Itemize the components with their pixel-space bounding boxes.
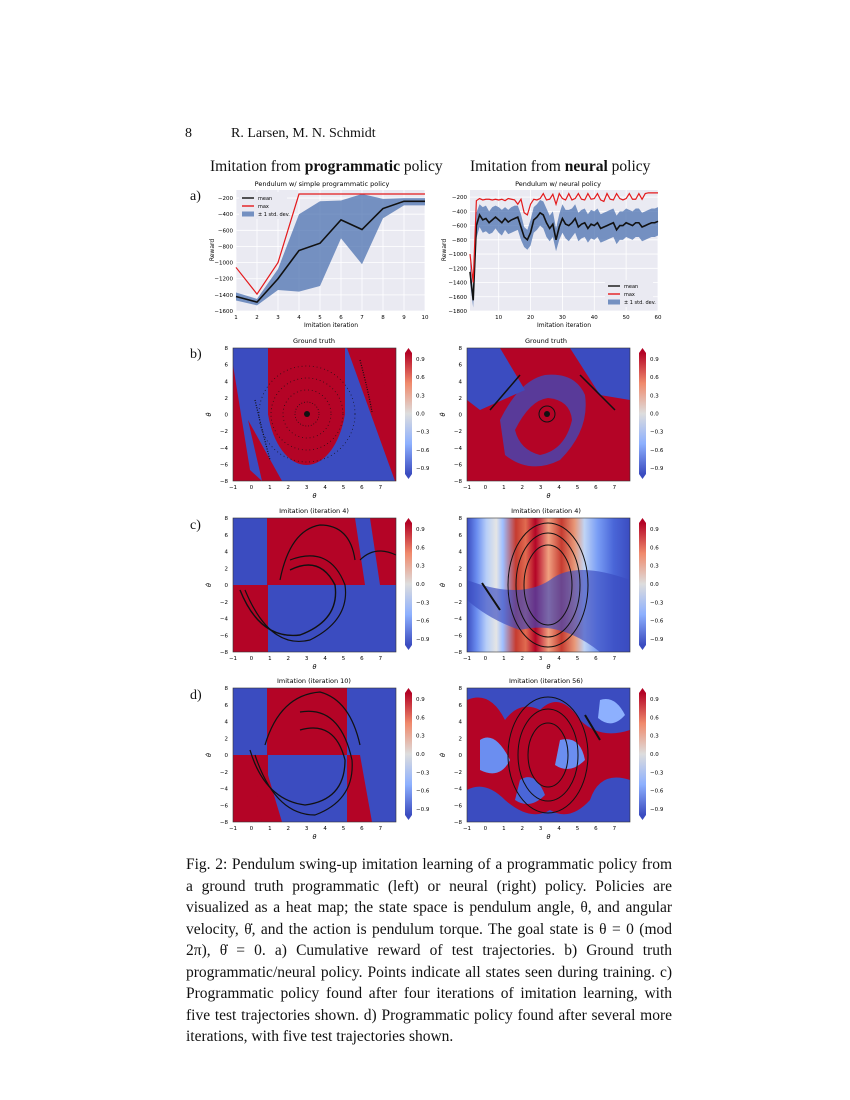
y-tick-label: −8 xyxy=(453,650,462,656)
y-tick-label: −200 xyxy=(217,196,233,203)
colorbar-tick-label: −0.9 xyxy=(650,636,664,643)
y-axis-label: θ̇ xyxy=(439,412,447,417)
caption-label: Fig. 2: xyxy=(186,856,228,873)
colorbar-gradient xyxy=(639,353,646,474)
y-tick-label: −1400 xyxy=(448,280,467,287)
y-tick-label: −6 xyxy=(219,803,228,810)
colorbar-tick-label: 0.6 xyxy=(650,545,659,552)
y-axis-label: θ̇ xyxy=(205,412,213,417)
x-tick-label: 4 xyxy=(323,485,327,491)
x-tick-label: 2 xyxy=(286,826,291,832)
colorbar-tick-label: −0.3 xyxy=(650,770,664,777)
y-tick-label: 4 xyxy=(458,549,462,556)
colorbar-gradient xyxy=(405,523,412,645)
x-tick-label: 6 xyxy=(360,656,364,662)
colorbar xyxy=(639,348,664,479)
colorbar-tick-label: −0.3 xyxy=(650,600,664,607)
colorbar-tick-label: −0.6 xyxy=(416,788,430,795)
x-tick-label: 7 xyxy=(378,485,383,491)
y-tick-label: 6 xyxy=(458,702,462,709)
page-number: 8 xyxy=(185,126,192,141)
y-tick-label: −6 xyxy=(453,633,462,640)
colorbar xyxy=(639,688,664,820)
y-tick-label: 0 xyxy=(224,583,228,589)
x-tick-label: 5 xyxy=(341,485,346,491)
y-tick-label: 2 xyxy=(224,395,228,402)
x-tick-label: 6 xyxy=(360,485,364,491)
y-tick-label: 6 xyxy=(224,532,228,539)
colorbar-tick-label: 0.9 xyxy=(416,357,425,364)
colorbar-tick-label: 0.0 xyxy=(650,582,659,588)
x-tick-label: 6 xyxy=(360,826,364,832)
x-tick-label: 0 xyxy=(483,485,488,491)
y-tick-label: −400 xyxy=(217,212,233,219)
heatmap-ground-truth-programmatic xyxy=(233,337,396,481)
x-tick-label: 0 xyxy=(249,656,254,662)
colorbar-arrow-bottom xyxy=(639,474,646,479)
colorbar-tick-label: 0.3 xyxy=(650,733,659,740)
y-tick-label: 0 xyxy=(458,753,462,759)
chart-title: Pendulum w/ simple programmatic policy xyxy=(254,180,390,188)
y-tick-label: −600 xyxy=(451,223,467,230)
heatmap-title: Imitation (iteration 4) xyxy=(511,507,581,515)
x-tick-label: 7 xyxy=(360,315,364,321)
y-tick-label: 8 xyxy=(224,346,228,352)
x-tick-label: 4 xyxy=(323,826,327,832)
x-axis-label: Imitation iteration xyxy=(303,322,359,329)
row-label-c: c) xyxy=(190,518,201,533)
colorbar xyxy=(405,688,430,820)
y-tick-label: −4 xyxy=(453,445,462,452)
colorbar-tick-label: 0.6 xyxy=(650,715,659,722)
colorbar-tick-label: −0.3 xyxy=(416,429,430,436)
colorbar-arrow-top xyxy=(405,518,412,523)
legend-label: mean xyxy=(258,196,273,202)
colorbar-tick-label: 0.3 xyxy=(416,393,425,400)
x-tick-label: 4 xyxy=(557,826,561,832)
x-tick-label: 1 xyxy=(502,485,506,491)
x-tick-label: 4 xyxy=(557,656,561,662)
x-tick-label: 5 xyxy=(575,656,580,662)
y-tick-label: −1800 xyxy=(448,309,467,315)
colorbar-gradient xyxy=(639,693,646,815)
colorbar-tick-label: 0.3 xyxy=(650,393,659,400)
colorbar-arrow-bottom xyxy=(639,815,646,820)
colorbar-arrow-top xyxy=(405,348,412,353)
colorbar xyxy=(639,518,664,650)
x-axis-label: θ xyxy=(546,663,551,671)
x-tick-label: 3 xyxy=(276,315,280,321)
x-axis-label: θ xyxy=(312,833,317,841)
y-tick-label: −6 xyxy=(219,462,228,469)
colorbar-tick-label: 0.6 xyxy=(416,375,425,382)
colorbar-gradient xyxy=(405,353,412,474)
y-tick-label: −1200 xyxy=(214,276,233,283)
x-tick-label: 1 xyxy=(268,656,272,662)
y-tick-label: −800 xyxy=(217,244,233,251)
running-header-authors: R. Larsen, M. N. Schmidt xyxy=(231,126,376,141)
y-tick-label: 0 xyxy=(224,412,228,419)
y-tick-label: −4 xyxy=(219,445,228,452)
x-tick-label: 50 xyxy=(622,315,630,321)
x-tick-label: 5 xyxy=(341,656,346,662)
y-tick-label: −1200 xyxy=(448,266,467,273)
x-tick-label: 4 xyxy=(557,485,561,491)
colorbar-tick-label: 0.3 xyxy=(416,733,425,740)
colorbar-tick-label: −0.6 xyxy=(650,447,664,454)
y-tick-label: −600 xyxy=(217,228,233,235)
y-tick-label: 2 xyxy=(224,566,228,573)
row-label-b: b) xyxy=(190,347,202,362)
x-tick-label: 1 xyxy=(268,485,272,491)
y-tick-label: 0 xyxy=(458,583,462,589)
y-tick-label: 2 xyxy=(458,395,462,402)
x-tick-label: −1 xyxy=(228,656,238,662)
x-tick-label: 3 xyxy=(304,656,309,662)
x-axis-label: θ xyxy=(312,492,317,500)
colorbar-tick-label: −0.9 xyxy=(650,806,664,813)
colorbar-gradient xyxy=(405,693,412,815)
colorbar xyxy=(405,348,430,479)
y-axis-label: θ̇ xyxy=(205,753,213,757)
y-tick-label: −6 xyxy=(219,633,228,640)
colorbar-tick-label: 0.0 xyxy=(416,582,425,588)
colorbar-tick-label: −0.9 xyxy=(416,636,430,643)
y-tick-label: −200 xyxy=(451,195,467,202)
x-tick-label: 40 xyxy=(590,315,598,321)
legend-label: ± 1 std. dev. xyxy=(624,300,656,306)
y-tick-label: −1600 xyxy=(448,294,467,301)
y-tick-label: 6 xyxy=(458,362,462,369)
x-tick-label: 1 xyxy=(502,826,506,832)
heatmap-iteration-4-programmatic xyxy=(233,507,396,652)
x-tick-label: 1 xyxy=(268,826,272,832)
y-tick-label: 4 xyxy=(224,379,228,386)
x-tick-label: 0 xyxy=(483,656,488,662)
x-tick-label: 4 xyxy=(323,656,327,662)
x-tick-label: 3 xyxy=(538,656,543,662)
x-tick-label: 1 xyxy=(502,656,506,662)
y-tick-label: −8 xyxy=(453,479,462,485)
colorbar-arrow-bottom xyxy=(405,645,412,650)
y-tick-label: −2 xyxy=(219,429,228,436)
y-tick-label: −2 xyxy=(453,769,462,776)
colorbar-arrow-top xyxy=(639,688,646,693)
y-tick-label: −4 xyxy=(219,786,228,793)
x-tick-label: 10 xyxy=(495,315,503,321)
y-axis-label: Reward xyxy=(441,238,448,262)
y-axis-label: θ̇ xyxy=(439,753,447,757)
colorbar-tick-label: −0.9 xyxy=(416,806,430,813)
x-tick-label: 5 xyxy=(318,315,322,321)
x-tick-label: 3 xyxy=(538,826,543,832)
x-tick-label: 1 xyxy=(234,315,238,321)
x-tick-label: 7 xyxy=(378,656,383,662)
x-tick-label: 7 xyxy=(612,485,617,491)
reward-chart-neural xyxy=(441,180,662,329)
y-tick-label: −8 xyxy=(219,650,228,656)
y-tick-label: −2 xyxy=(219,599,228,606)
colorbar-tick-label: −0.3 xyxy=(416,770,430,777)
y-tick-label: 6 xyxy=(458,532,462,539)
y-tick-label: −1600 xyxy=(214,309,233,315)
x-tick-label: 0 xyxy=(249,485,254,491)
x-tick-label: 3 xyxy=(538,485,543,491)
y-tick-label: 2 xyxy=(224,736,228,743)
x-tick-label: 4 xyxy=(297,315,301,321)
colorbar-tick-label: 0.6 xyxy=(650,375,659,382)
x-tick-label: 2 xyxy=(286,485,291,491)
legend-label: ± 1 std. dev. xyxy=(258,212,290,218)
colorbar-tick-label: 0.0 xyxy=(416,411,425,418)
y-tick-label: −6 xyxy=(453,803,462,810)
right-column-title: Imitation from neural policy xyxy=(470,158,651,175)
legend-label: mean xyxy=(624,284,639,290)
x-tick-label: 2 xyxy=(520,656,525,662)
colorbar-arrow-top xyxy=(639,348,646,353)
heatmap-title: Ground truth xyxy=(525,337,567,345)
y-tick-label: 2 xyxy=(458,736,462,743)
figure-caption xyxy=(186,854,672,1048)
x-tick-label: 6 xyxy=(594,485,598,491)
legend-swatch xyxy=(242,212,254,217)
x-tick-label: 5 xyxy=(575,485,580,491)
colorbar-tick-label: −0.9 xyxy=(416,465,430,472)
colorbar-tick-label: −0.9 xyxy=(650,465,664,472)
colorbar-tick-label: −0.6 xyxy=(416,447,430,454)
y-tick-label: −2 xyxy=(219,769,228,776)
heatmap-iteration-10-programmatic xyxy=(233,677,396,822)
colorbar-arrow-bottom xyxy=(405,815,412,820)
x-tick-label: 30 xyxy=(558,315,566,321)
row-label-a: a) xyxy=(190,189,201,204)
x-tick-label: 6 xyxy=(594,826,598,832)
x-tick-label: 7 xyxy=(612,826,617,832)
y-tick-label: −400 xyxy=(451,209,467,216)
y-tick-label: 2 xyxy=(458,566,462,573)
legend-swatch xyxy=(608,300,620,305)
colorbar-tick-label: 0.9 xyxy=(650,357,659,364)
colorbar-tick-label: −0.6 xyxy=(650,618,664,625)
y-tick-label: 8 xyxy=(224,686,228,692)
legend-label: max xyxy=(258,204,269,210)
y-tick-label: −8 xyxy=(219,479,228,485)
x-tick-label: 7 xyxy=(612,656,617,662)
y-tick-label: −4 xyxy=(453,616,462,623)
y-tick-label: −800 xyxy=(451,237,467,244)
heatmap-title: Imitation (iteration 10) xyxy=(277,677,351,685)
y-tick-label: 8 xyxy=(458,686,462,692)
left-column-title: Imitation from programmatic policy xyxy=(210,158,443,175)
x-tick-label: 2 xyxy=(520,826,525,832)
y-tick-label: 6 xyxy=(224,702,228,709)
heatmap-title: Imitation (iteration 4) xyxy=(279,507,349,515)
y-tick-label: 8 xyxy=(458,346,462,352)
heatmap-title: Ground truth xyxy=(293,337,335,345)
chart-title: Pendulum w/ neural policy xyxy=(515,180,601,188)
colorbar-arrow-top xyxy=(639,518,646,523)
x-tick-label: 6 xyxy=(594,656,598,662)
y-tick-label: −1400 xyxy=(214,292,233,299)
x-tick-label: 9 xyxy=(402,315,406,321)
y-tick-label: −4 xyxy=(453,786,462,793)
x-axis-label: θ xyxy=(312,663,317,671)
x-tick-label: −1 xyxy=(228,826,238,832)
colorbar-tick-label: 0.6 xyxy=(416,545,425,552)
caption-text: Pendulum swing-up imitation learning of a programmatic policy from a ground truth programmatic (left) or neural (right) policy. Policies are visualized as a heat map; the state space is pendulum angle, θ, and angular velocity, θ̇, and the action is pendulum torque. The goal state is θ = 0 (mod 2π), θ̇ = 0. a) Cumulative reward of test trajectories. b) Ground truth programmatic/neural policy. Points indicate all states seen during training. c) Programmatic policy found after four iterations of imitation learning, with five test trajectories shown. d) Programmatic policy found after several more iterations, with five test trajectories shown. xyxy=(186,856,672,1045)
colorbar-arrow-bottom xyxy=(405,474,412,479)
x-tick-label: 5 xyxy=(341,826,346,832)
x-axis-label: Imitation iteration xyxy=(536,322,592,329)
colorbar-tick-label: 0.9 xyxy=(650,527,659,534)
y-tick-label: 8 xyxy=(224,516,228,522)
x-tick-label: 2 xyxy=(286,656,291,662)
y-tick-label: 0 xyxy=(458,412,462,419)
y-tick-label: 0 xyxy=(224,753,228,759)
heatmap-ground-truth-neural xyxy=(467,337,630,481)
y-tick-label: −6 xyxy=(453,462,462,469)
y-tick-label: 4 xyxy=(458,379,462,386)
colorbar-tick-label: 0.9 xyxy=(416,527,425,534)
colorbar-arrow-top xyxy=(405,688,412,693)
y-tick-label: −4 xyxy=(219,616,228,623)
y-axis-label: θ̇ xyxy=(439,583,447,587)
y-tick-label: 6 xyxy=(224,362,228,369)
y-axis-label: θ̇ xyxy=(205,583,213,587)
y-tick-label: 4 xyxy=(224,549,228,556)
colorbar-tick-label: −0.6 xyxy=(650,788,664,795)
colorbar-tick-label: 0.0 xyxy=(650,752,659,758)
heatmap-iteration-56-neural xyxy=(467,677,630,822)
reward-chart-programmatic xyxy=(209,180,429,329)
y-tick-label: −1000 xyxy=(448,252,467,259)
y-tick-label: −2 xyxy=(453,599,462,606)
legend-label: max xyxy=(624,292,635,298)
x-tick-label: 2 xyxy=(255,315,259,321)
x-tick-label: 6 xyxy=(339,315,343,321)
x-tick-label: 3 xyxy=(304,485,309,491)
x-tick-label: 0 xyxy=(249,826,254,832)
x-tick-label: −1 xyxy=(228,485,238,491)
colorbar-tick-label: 0.0 xyxy=(650,411,659,418)
colorbar-gradient xyxy=(639,523,646,645)
y-tick-label: −8 xyxy=(453,820,462,826)
x-tick-label: 8 xyxy=(381,315,385,321)
y-tick-label: −2 xyxy=(453,429,462,436)
x-tick-label: 5 xyxy=(575,826,580,832)
x-tick-label: 60 xyxy=(654,315,662,321)
heatmap-title: Imitation (iteration 56) xyxy=(509,677,583,685)
y-axis-label: Reward xyxy=(209,238,216,262)
y-tick-label: 4 xyxy=(458,719,462,726)
colorbar-tick-label: −0.3 xyxy=(416,600,430,607)
x-tick-label: 7 xyxy=(378,826,383,832)
colorbar-tick-label: 0.3 xyxy=(416,563,425,570)
colorbar-tick-label: −0.3 xyxy=(650,429,664,436)
colorbar-tick-label: 0.3 xyxy=(650,563,659,570)
x-axis-label: θ xyxy=(546,833,551,841)
row-label-d: d) xyxy=(190,688,202,703)
x-tick-label: 2 xyxy=(520,485,525,491)
y-tick-label: 8 xyxy=(458,516,462,522)
x-tick-label: 3 xyxy=(304,826,309,832)
x-tick-label: −1 xyxy=(462,656,472,662)
colorbar-tick-label: 0.9 xyxy=(650,697,659,704)
y-tick-label: 4 xyxy=(224,719,228,726)
x-tick-label: 0 xyxy=(483,826,488,832)
colorbar-tick-label: 0.0 xyxy=(416,752,425,758)
heatmap-iteration-4-neural xyxy=(467,507,630,652)
x-axis-label: θ xyxy=(546,492,551,500)
y-tick-label: −1000 xyxy=(214,260,233,267)
colorbar xyxy=(405,518,430,650)
colorbar-arrow-bottom xyxy=(639,645,646,650)
colorbar-tick-label: 0.9 xyxy=(416,697,425,704)
y-tick-label: −8 xyxy=(219,820,228,826)
x-tick-label: 10 xyxy=(421,315,429,321)
x-tick-label: −1 xyxy=(462,485,472,491)
colorbar-tick-label: 0.6 xyxy=(416,715,425,722)
x-tick-label: 20 xyxy=(527,315,535,321)
colorbar-tick-label: −0.6 xyxy=(416,618,430,625)
x-tick-label: −1 xyxy=(462,826,472,832)
